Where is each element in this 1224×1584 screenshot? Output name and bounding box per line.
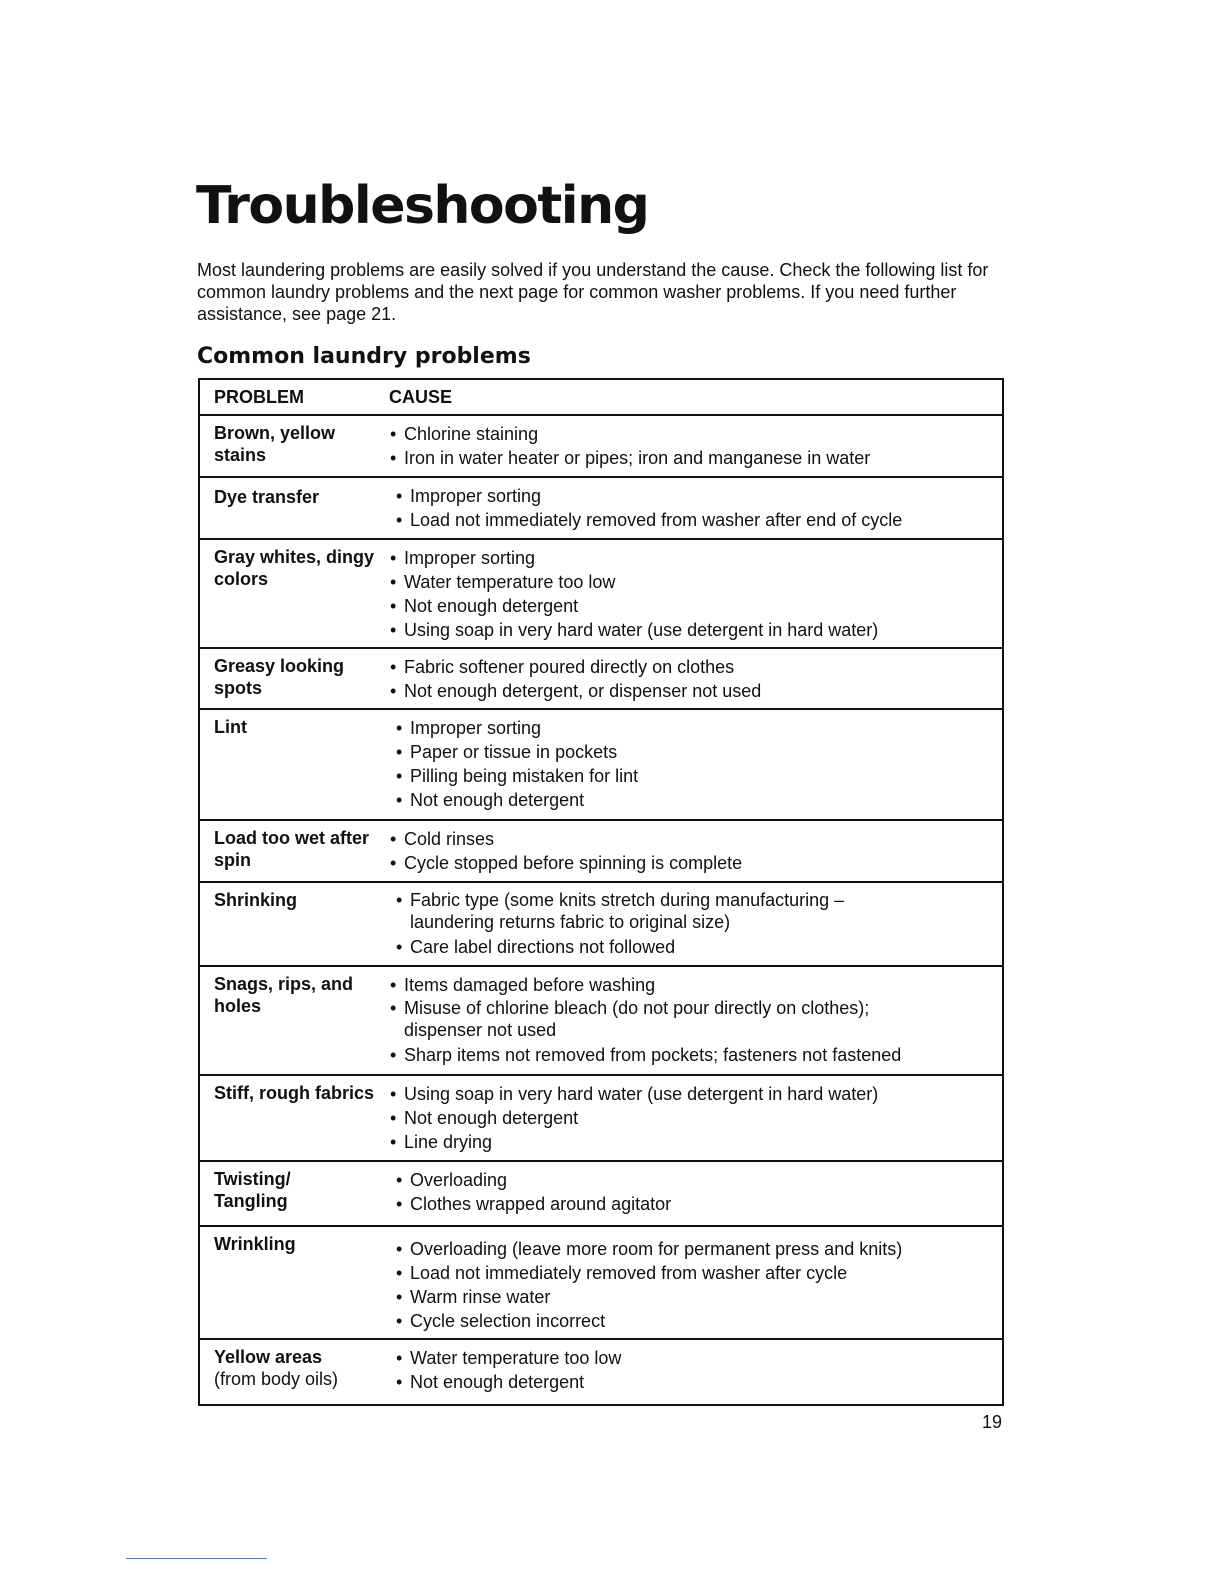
table-row bbox=[200, 1340, 1002, 1404]
problem-note: (from body oils) bbox=[214, 1369, 339, 1389]
table-row bbox=[200, 967, 1002, 1076]
intro-paragraph: Most laundering problems are easily solved if you understand the cause. Check the following list for common laundry problems and the next page for common washer problems. If you need further assistance, see page 21. bbox=[197, 260, 989, 324]
cause-list bbox=[394, 883, 1002, 965]
cause-list bbox=[394, 1340, 1002, 1404]
cause-item: • Cold rinses bbox=[388, 827, 1002, 851]
cause-item: • Using soap in very hard water (use detergent in hard water) bbox=[388, 1082, 1002, 1106]
table-row bbox=[200, 883, 1002, 967]
cause-item: • Fabric type (some knits stretch during manufacturing – laundering returns fabric to original size) bbox=[394, 889, 890, 933]
cause-list bbox=[388, 416, 1002, 476]
table-row bbox=[200, 416, 1002, 478]
problem-cell: Dye transfer bbox=[214, 487, 320, 507]
cause-item: • Clothes wrapped around agitator bbox=[394, 1192, 1002, 1216]
cause-item: • Load not immediately removed from washer after end of cycle bbox=[394, 508, 1002, 532]
cause-item: • Not enough detergent bbox=[388, 594, 1002, 618]
cause-column-header: CAUSE bbox=[389, 386, 453, 407]
cause-item: • Water temperature too low bbox=[394, 1346, 1002, 1370]
cause-item: • Line drying bbox=[388, 1130, 1002, 1154]
cause-list bbox=[388, 821, 1002, 881]
cause-item: • Water temperature too low bbox=[388, 570, 1002, 594]
table-row bbox=[200, 478, 1002, 540]
table-row bbox=[200, 649, 1002, 710]
cause-item: • Cycle selection incorrect bbox=[394, 1309, 1002, 1333]
cause-item: • Not enough detergent bbox=[394, 788, 1002, 812]
problem-cell: Snags, rips, and holes bbox=[214, 974, 354, 1016]
cause-item: • Not enough detergent bbox=[388, 1106, 1002, 1130]
problem-cell: Greasy looking spots bbox=[214, 656, 345, 698]
cause-item: • Items damaged before washing bbox=[388, 973, 1002, 997]
cause-list bbox=[394, 478, 1002, 538]
cause-item: • Improper sorting bbox=[388, 546, 1002, 570]
laundry-problems-table bbox=[198, 378, 1004, 1406]
problem-cell: Load too wet after spin bbox=[214, 828, 370, 870]
cause-item: • Overloading (leave more room for permanent press and knits) bbox=[394, 1237, 1002, 1261]
cause-list bbox=[388, 540, 1002, 647]
table-row bbox=[200, 1227, 1002, 1340]
cause-item: • Using soap in very hard water (use detergent in hard water) bbox=[388, 618, 1002, 642]
cause-item: • Sharp items not removed from pockets; fasteners not fastened bbox=[388, 1043, 1002, 1067]
cause-item: • Not enough detergent, or dispenser not used bbox=[388, 679, 1002, 703]
cause-item: • Improper sorting bbox=[394, 716, 1002, 740]
cause-item: • Cycle stopped before spinning is complete bbox=[388, 851, 1002, 875]
cause-item: • Fabric softener poured directly on clothes bbox=[388, 655, 1002, 679]
table-header-row bbox=[200, 380, 1002, 416]
problem-label: Yellow areas bbox=[214, 1347, 323, 1367]
page-title: Troubleshooting bbox=[196, 176, 649, 236]
cause-item: • Care label directions not followed bbox=[394, 935, 1002, 959]
table-row bbox=[200, 821, 1002, 883]
table-row bbox=[200, 1162, 1002, 1227]
section-title: Common laundry problems bbox=[197, 344, 531, 369]
cause-list bbox=[394, 1227, 1002, 1338]
problem-cell bbox=[200, 1340, 394, 1404]
cause-list bbox=[394, 1162, 1002, 1225]
problem-cell: Shrinking bbox=[214, 890, 298, 910]
cause-item: • Iron in water heater or pipes; iron and manganese in water bbox=[388, 446, 1002, 470]
problem-column-header: PROBLEM bbox=[214, 386, 304, 407]
cause-item: • Load not immediately removed from washer after cycle bbox=[394, 1261, 1002, 1285]
cause-list bbox=[388, 967, 1002, 1074]
cause-item: • Warm rinse water bbox=[394, 1285, 1002, 1309]
cause-item: • Overloading bbox=[394, 1168, 1002, 1192]
problem-cell: Lint bbox=[214, 717, 247, 737]
problem-cell: Gray whites, dingy colors bbox=[214, 547, 375, 589]
problem-cell: Stiff, rough fabrics bbox=[214, 1083, 375, 1103]
cause-item: • Paper or tissue in pockets bbox=[394, 740, 1002, 764]
problem-cell: Brown, yellow stains bbox=[214, 423, 336, 465]
cause-list bbox=[394, 710, 1002, 819]
cause-item: • Chlorine staining bbox=[388, 422, 1002, 446]
cause-item: • Not enough detergent bbox=[394, 1370, 1002, 1394]
margin-rule bbox=[126, 1558, 267, 1559]
cause-item: • Misuse of chlorine bleach (do not pour directly on clothes); dispenser not used bbox=[388, 997, 924, 1041]
problem-cell: Wrinkling bbox=[214, 1234, 296, 1254]
table-row bbox=[200, 540, 1002, 649]
page-number: 19 bbox=[982, 1412, 1003, 1432]
problem-cell: Twisting/ Tangling bbox=[214, 1169, 291, 1211]
table-row bbox=[200, 710, 1002, 821]
table-row bbox=[200, 1076, 1002, 1162]
cause-item: • Pilling being mistaken for lint bbox=[394, 764, 1002, 788]
cause-list bbox=[388, 1076, 1002, 1160]
cause-list bbox=[388, 649, 1002, 708]
cause-item: • Improper sorting bbox=[394, 484, 1002, 508]
